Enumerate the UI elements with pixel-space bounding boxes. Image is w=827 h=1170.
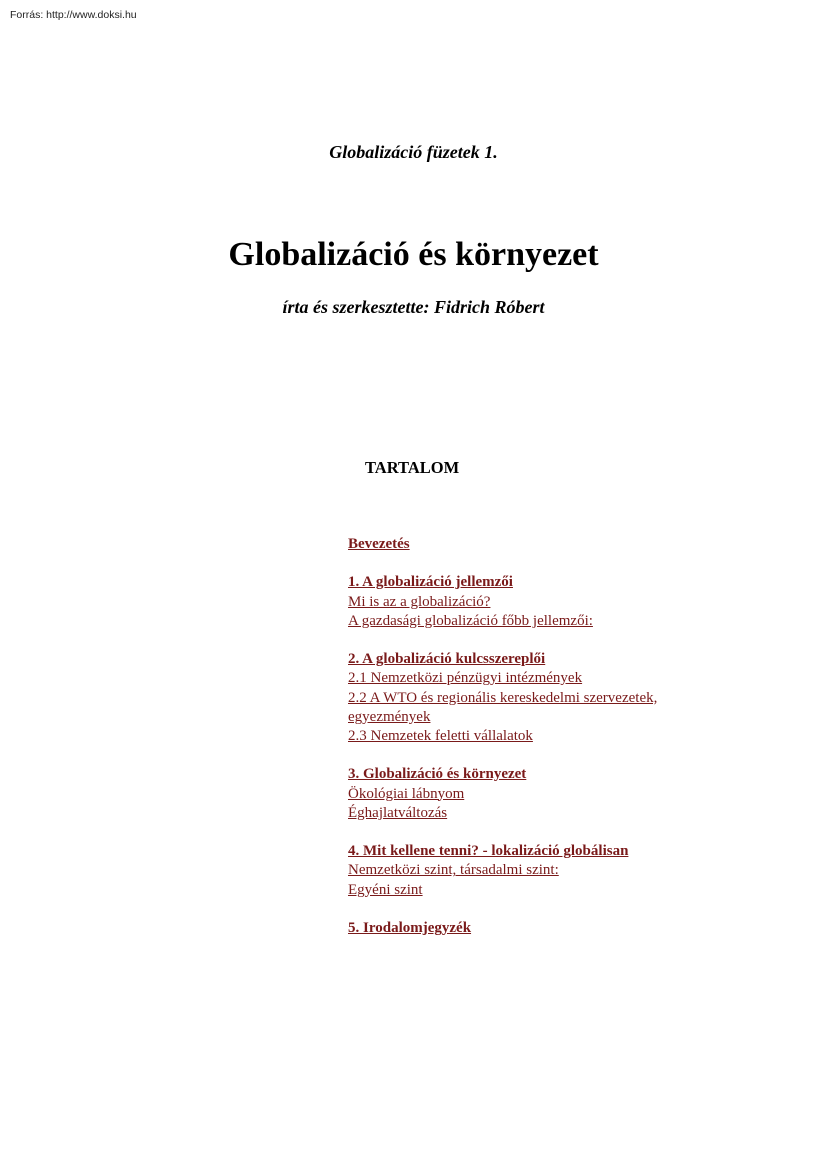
toc-link-economic-globalization-features[interactable]: A gazdasági globalizáció főbb jellemzői: [348,612,593,629]
toc-link-chapter-5[interactable]: 5. Irodalomjegyzék [348,919,472,936]
toc-link-chapter-3[interactable]: 3. Globalizáció és környezet [348,766,527,783]
toc-link-international-level[interactable]: Nemzetközi szint, társadalmi szint: [348,862,559,879]
toc-link-2-2[interactable]: 2.2 A WTO és regionális kereskedelmi szervezetek, [348,689,658,706]
table-of-contents [348,535,728,938]
toc-link-what-is-globalization[interactable]: Mi is az a globalizáció? [348,593,491,610]
toc-link-climate-change[interactable]: Éghajlatváltozás [348,804,448,821]
toc-link-2-1[interactable]: 2.1 Nemzetközi pénzügyi intézmények [348,670,583,687]
toc-link-2-2-cont[interactable]: egyezmények [348,708,431,725]
toc-link-2-3[interactable]: 2.3 Nemzetek feletti vállalatok [348,728,533,744]
author-line: írta és szerkesztette: Fidrich Róbert [282,297,545,317]
toc-link-individual-level[interactable]: Egyéni szint [348,881,423,898]
toc-link-chapter-1[interactable]: 1. A globalizáció jellemzői [348,574,513,591]
toc-heading: TARTALOM [365,458,460,477]
toc-link-chapter-2[interactable]: 2. A globalizáció kulcsszereplői [348,651,546,668]
series-title: Globalizáció füzetek 1. [329,142,498,162]
toc-link-chapter-4[interactable]: 4. Mit kellene tenni? - lokalizáció globálisan [348,843,629,860]
page-title: Globalizáció és környezet [228,236,599,273]
toc-link-introduction[interactable]: Bevezetés [348,536,410,552]
toc-link-ecological-footprint[interactable]: Ökológiai lábnyom [348,785,465,802]
source-label: Forrás: http://www.doksi.hu [10,9,137,21]
